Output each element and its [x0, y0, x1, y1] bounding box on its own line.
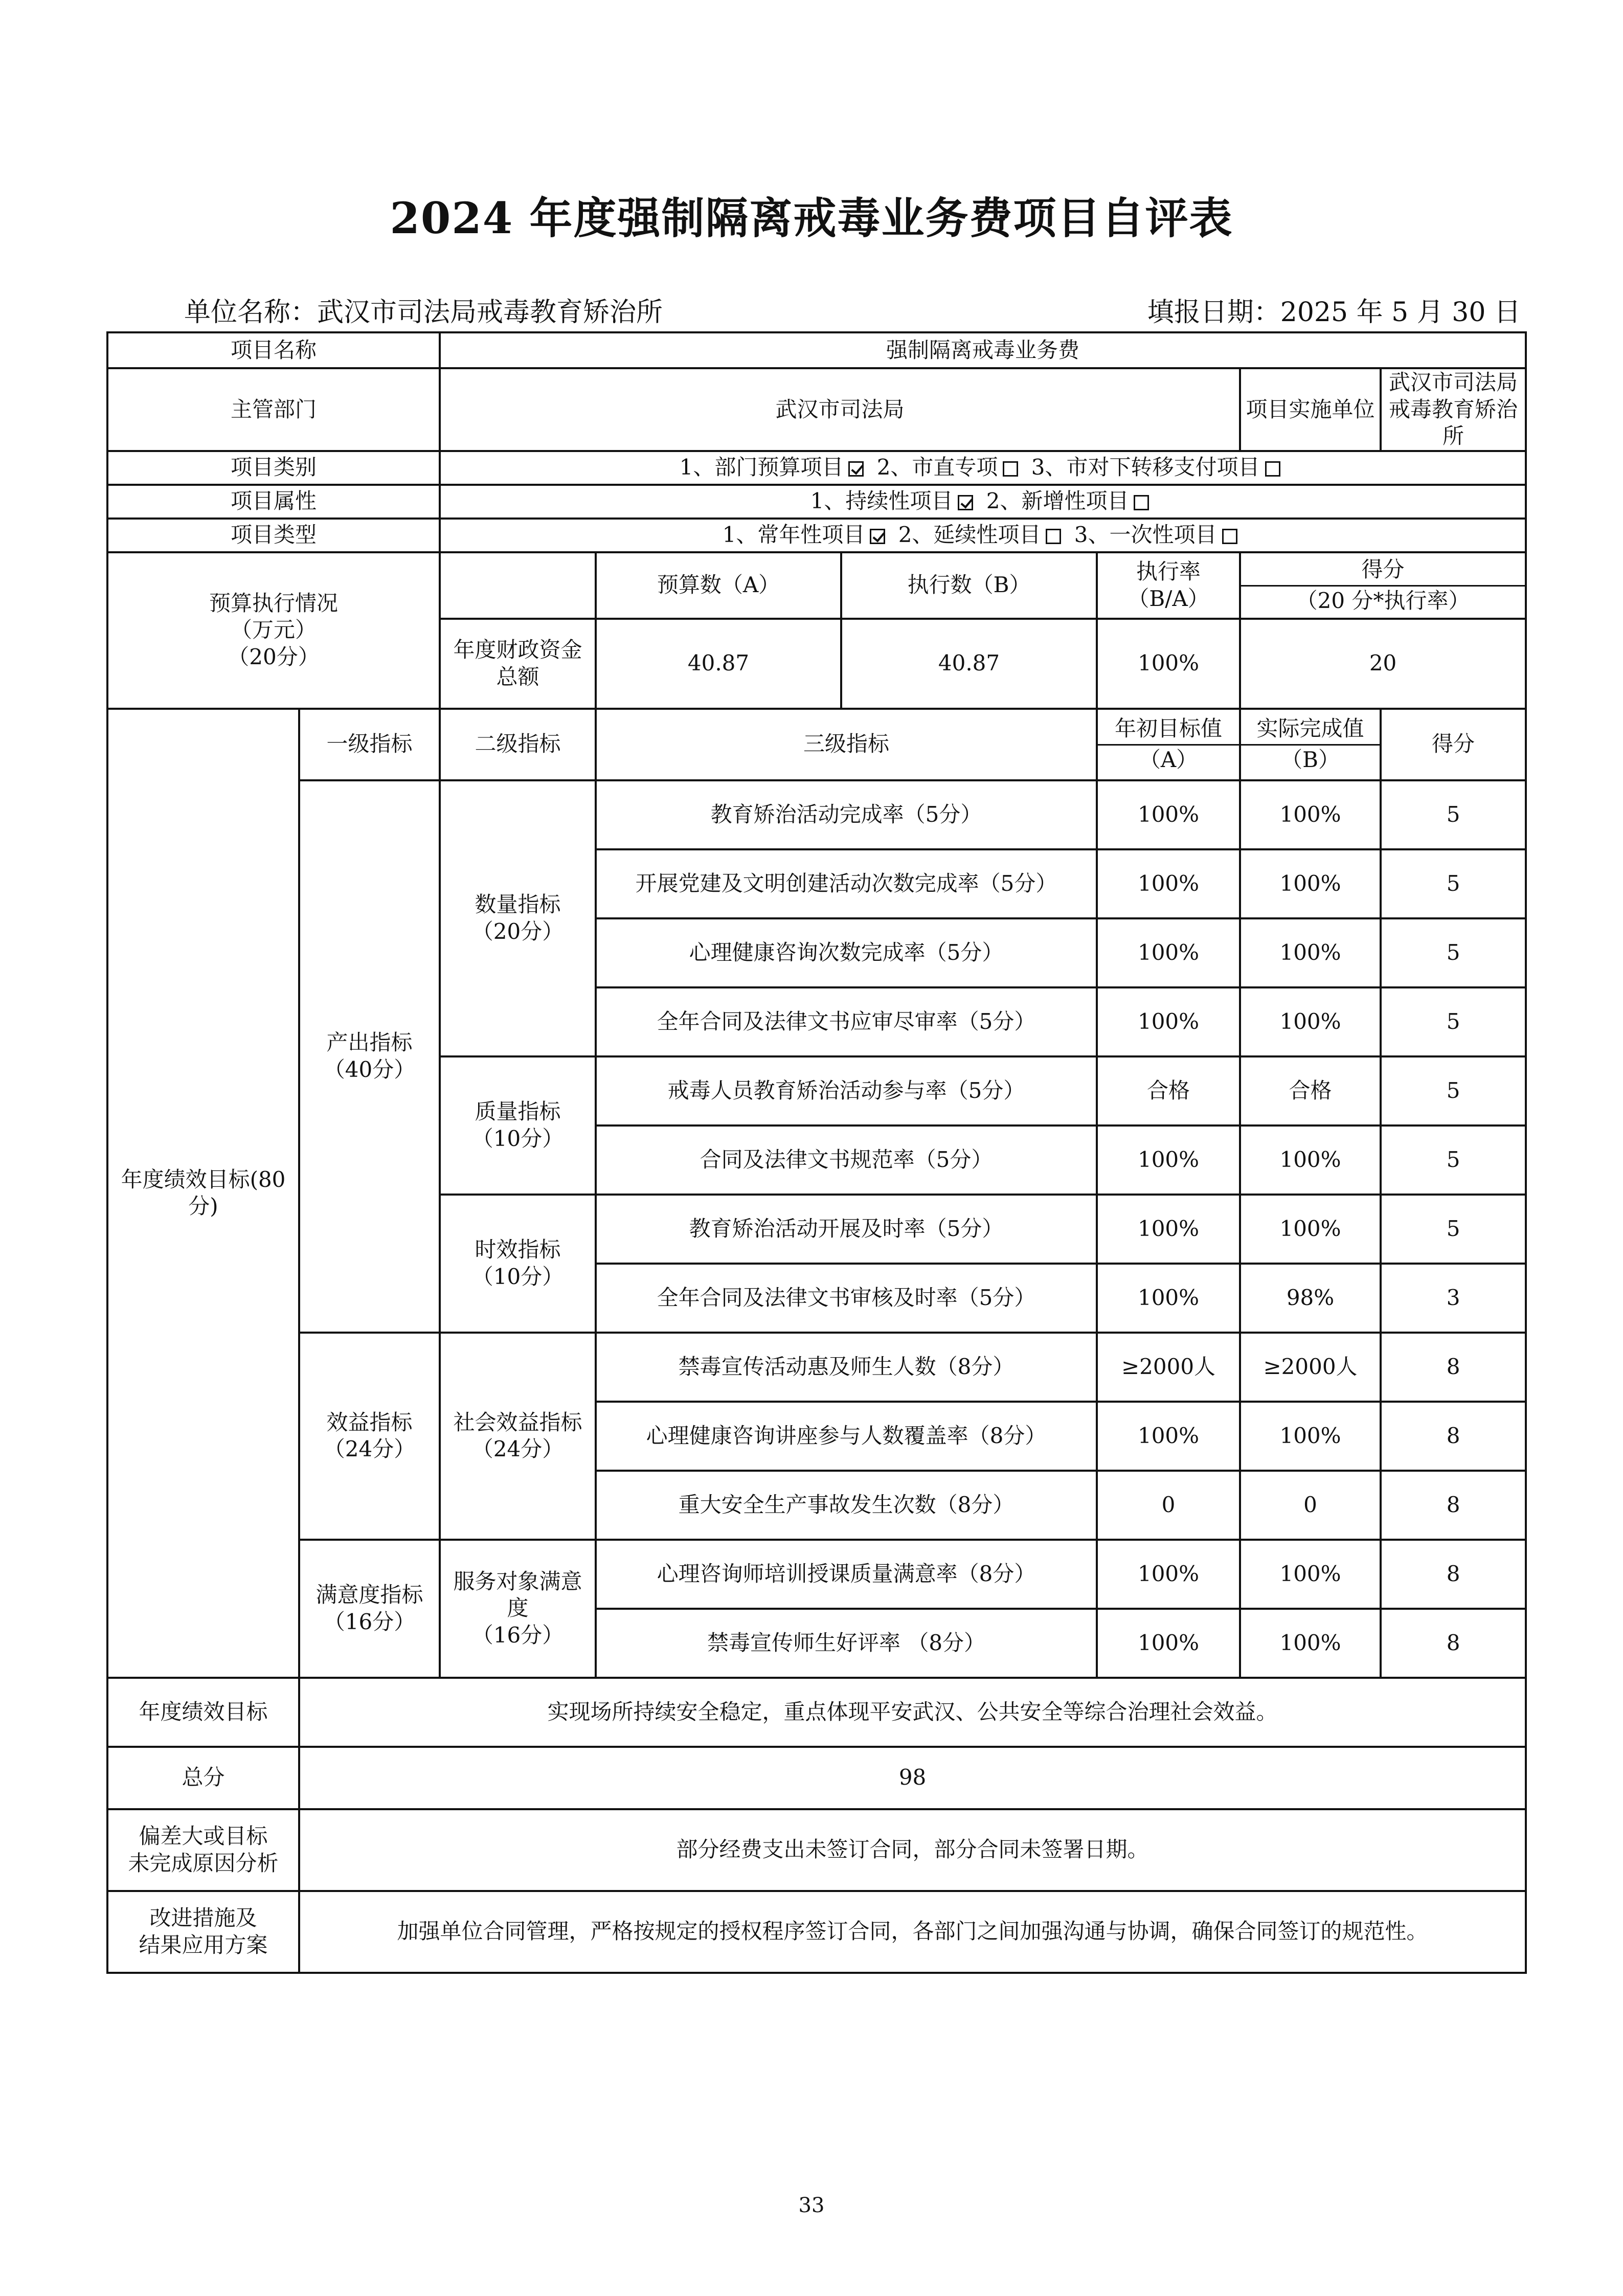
- annual-goal-label: 年度绩效目标: [107, 1678, 299, 1747]
- budget-corner: [440, 552, 596, 619]
- indicator-target: 100%: [1097, 1195, 1240, 1264]
- indicator-actual: 100%: [1240, 918, 1381, 987]
- report-date: 填报日期：2025 年 5 月 30 日: [1147, 297, 1521, 328]
- indicator-target: 100%: [1097, 1609, 1240, 1678]
- indicator-target: 100%: [1097, 849, 1240, 918]
- indicator-target: 100%: [1097, 918, 1240, 987]
- indicator-score: 5: [1381, 987, 1526, 1056]
- page-title: 2024 年度强制隔离戒毒业务费项目自评表: [390, 193, 1233, 243]
- indicator-name: 教育矫治活动完成率（5分）: [596, 780, 1097, 849]
- indicator-name: 重大安全生产事故发生次数（8分）: [596, 1471, 1097, 1540]
- checked-box-icon[interactable]: [870, 529, 885, 544]
- target-header: 年初目标值 （A）: [1097, 709, 1240, 780]
- service-satisfaction-indicator: 服务对象满意度 （16分）: [440, 1540, 596, 1678]
- type-options: [440, 519, 1526, 552]
- indicator-target: 100%: [1097, 1126, 1240, 1195]
- attribute-options: [440, 485, 1526, 519]
- improvement-plan: 加强单位合同管理，严格按规定的授权程序签订合同，各部门之间加强沟通与协调，确保合同签订的规范性。: [299, 1891, 1526, 1973]
- unchecked-box-icon[interactable]: [1265, 461, 1280, 477]
- timeliness-indicator: 时效指标 （10分）: [440, 1195, 596, 1333]
- indicator-actual: 合格: [1240, 1056, 1381, 1126]
- score-header: 得分: [1381, 709, 1526, 780]
- indicator-target: 100%: [1097, 1264, 1240, 1333]
- indicator-target: 100%: [1097, 1540, 1240, 1609]
- indicator-actual: 98%: [1240, 1264, 1381, 1333]
- checked-box-icon[interactable]: [848, 461, 864, 477]
- improvement-label: 改进措施及 结果应用方案: [107, 1891, 299, 1973]
- fund-total-label: 年度财政资金总额: [440, 619, 596, 709]
- indicator-actual: 100%: [1240, 1540, 1381, 1609]
- actual-header: 实际完成值 （B）: [1240, 709, 1381, 780]
- indicator-actual: ≥2000人: [1240, 1333, 1381, 1402]
- indicator-name: 禁毒宣传师生好评率 （8分）: [596, 1609, 1097, 1678]
- perf-section-label: 年度绩效目标(80分): [107, 709, 299, 1678]
- indicator-name: 全年合同及法律文书审核及时率（5分）: [596, 1264, 1097, 1333]
- budget-section-label: 预算执行情况 （万元） （20分）: [107, 552, 440, 709]
- indicator-name: 心理健康咨询次数完成率（5分）: [596, 918, 1097, 987]
- category-option-3: 3、市对下转移支付项目: [1031, 455, 1260, 480]
- total-label: 总分: [107, 1747, 299, 1809]
- dept-label: 主管部门: [107, 368, 440, 451]
- checked-box-icon[interactable]: [958, 495, 973, 510]
- unit-name: 单位名称：武汉市司法局戒毒教育矫治所: [184, 297, 663, 328]
- indicator-score: 5: [1381, 1195, 1526, 1264]
- dept-value: 武汉市司法局: [440, 368, 1240, 451]
- category-options: [440, 451, 1526, 485]
- indicator-score: 8: [1381, 1402, 1526, 1471]
- indicator-name: 全年合同及法律文书应审尽审率（5分）: [596, 987, 1097, 1056]
- project-name: 强制隔离戒毒业务费: [440, 332, 1526, 368]
- indicator-score: 8: [1381, 1333, 1526, 1402]
- unchecked-box-icon[interactable]: [1003, 461, 1018, 477]
- indicator-score: 8: [1381, 1471, 1526, 1540]
- satisfaction-indicator: 满意度指标 （16分）: [299, 1540, 440, 1678]
- indicator-score: 3: [1381, 1264, 1526, 1333]
- benefit-indicator: 效益指标 （24分）: [299, 1333, 440, 1540]
- indicator-name: 禁毒宣传活动惠及师生人数（8分）: [596, 1333, 1097, 1402]
- type-option-3: 3、一次性项目: [1074, 522, 1217, 548]
- impl-label: 项目实施单位: [1240, 368, 1381, 451]
- output-indicator: 产出指标 （40分）: [299, 780, 440, 1333]
- quality-indicator: 质量指标 （10分）: [440, 1056, 596, 1195]
- level3-header: 三级指标: [596, 709, 1097, 780]
- attribute-option-2: 2、新增性项目: [986, 488, 1129, 514]
- budget-score-value: 20: [1240, 619, 1526, 709]
- indicator-actual: 100%: [1240, 1402, 1381, 1471]
- indicator-target: ≥2000人: [1097, 1333, 1240, 1402]
- indicator-name: 合同及法律文书规范率（5分）: [596, 1126, 1097, 1195]
- attribute-option-1: 1、持续性项目: [810, 488, 953, 514]
- indicator-actual: 100%: [1240, 1126, 1381, 1195]
- indicator-actual: 0: [1240, 1471, 1381, 1540]
- indicator-name: 教育矫治活动开展及时率（5分）: [596, 1195, 1097, 1264]
- page-number: 33: [798, 2194, 825, 2217]
- exec-col-header: 执行数（B）: [841, 552, 1097, 619]
- attribute-label: 项目属性: [107, 485, 440, 519]
- indicator-target: 100%: [1097, 780, 1240, 849]
- indicator-actual: 100%: [1240, 1195, 1381, 1264]
- type-option-1: 1、常年性项目: [722, 522, 865, 548]
- indicator-actual: 100%: [1240, 849, 1381, 918]
- indicator-actual: 100%: [1240, 780, 1381, 849]
- indicator-score: 5: [1381, 849, 1526, 918]
- deviation-label: 偏差大或目标 未完成原因分析: [107, 1809, 299, 1891]
- impl-value: 武汉市司法局戒毒教育矫治所: [1381, 368, 1526, 451]
- indicator-target: 0: [1097, 1471, 1240, 1540]
- category-label: 项目类别: [107, 451, 440, 485]
- indicator-name: 心理健康咨询讲座参与人数覆盖率（8分）: [596, 1402, 1097, 1471]
- evaluation-table: [106, 331, 1527, 1974]
- indicator-name: 心理咨询师培训授课质量满意率（8分）: [596, 1540, 1097, 1609]
- category-option-1: 1、部门预算项目: [679, 455, 844, 480]
- indicator-score: 5: [1381, 1056, 1526, 1126]
- category-option-2: 2、市直专项: [876, 455, 998, 480]
- budget-value: 40.87: [596, 619, 841, 709]
- social-benefit-indicator: 社会效益指标（24分）: [440, 1333, 596, 1540]
- unchecked-box-icon[interactable]: [1046, 529, 1061, 544]
- indicator-target: 合格: [1097, 1056, 1240, 1126]
- quantity-indicator: 数量指标 （20分）: [440, 780, 596, 1056]
- score-col-header: 得分 （20 分*执行率）: [1240, 552, 1526, 619]
- rate-value: 100%: [1097, 619, 1240, 709]
- indicator-score: 5: [1381, 1126, 1526, 1195]
- indicator-score: 8: [1381, 1609, 1526, 1678]
- indicator-score: 5: [1381, 780, 1526, 849]
- indicator-score: 5: [1381, 918, 1526, 987]
- budget-col-header: 预算数（A）: [596, 552, 841, 619]
- indicator-name: 戒毒人员教育矫治活动参与率（5分）: [596, 1056, 1097, 1126]
- indicator-actual: 100%: [1240, 987, 1381, 1056]
- exec-value: 40.87: [841, 619, 1097, 709]
- unchecked-box-icon[interactable]: [1222, 529, 1237, 544]
- project-name-label: 项目名称: [107, 332, 440, 368]
- indicator-target: 100%: [1097, 987, 1240, 1056]
- level2-header: 二级指标: [440, 709, 596, 780]
- type-label: 项目类型: [107, 519, 440, 552]
- deviation-analysis: 部分经费支出未签订合同，部分合同未签署日期。: [299, 1809, 1526, 1891]
- rate-col-header: 执行率 （B/A）: [1097, 552, 1240, 619]
- total-score: 98: [299, 1747, 1526, 1809]
- indicator-target: 100%: [1097, 1402, 1240, 1471]
- level1-header: 一级指标: [299, 709, 440, 780]
- indicator-score: 8: [1381, 1540, 1526, 1609]
- indicator-name: 开展党建及文明创建活动次数完成率（5分）: [596, 849, 1097, 918]
- annual-goal: 实现场所持续安全稳定，重点体现平安武汉、公共安全等综合治理社会效益。: [299, 1678, 1526, 1747]
- indicator-actual: 100%: [1240, 1609, 1381, 1678]
- unchecked-box-icon[interactable]: [1134, 495, 1149, 510]
- type-option-2: 2、延续性项目: [898, 522, 1041, 548]
